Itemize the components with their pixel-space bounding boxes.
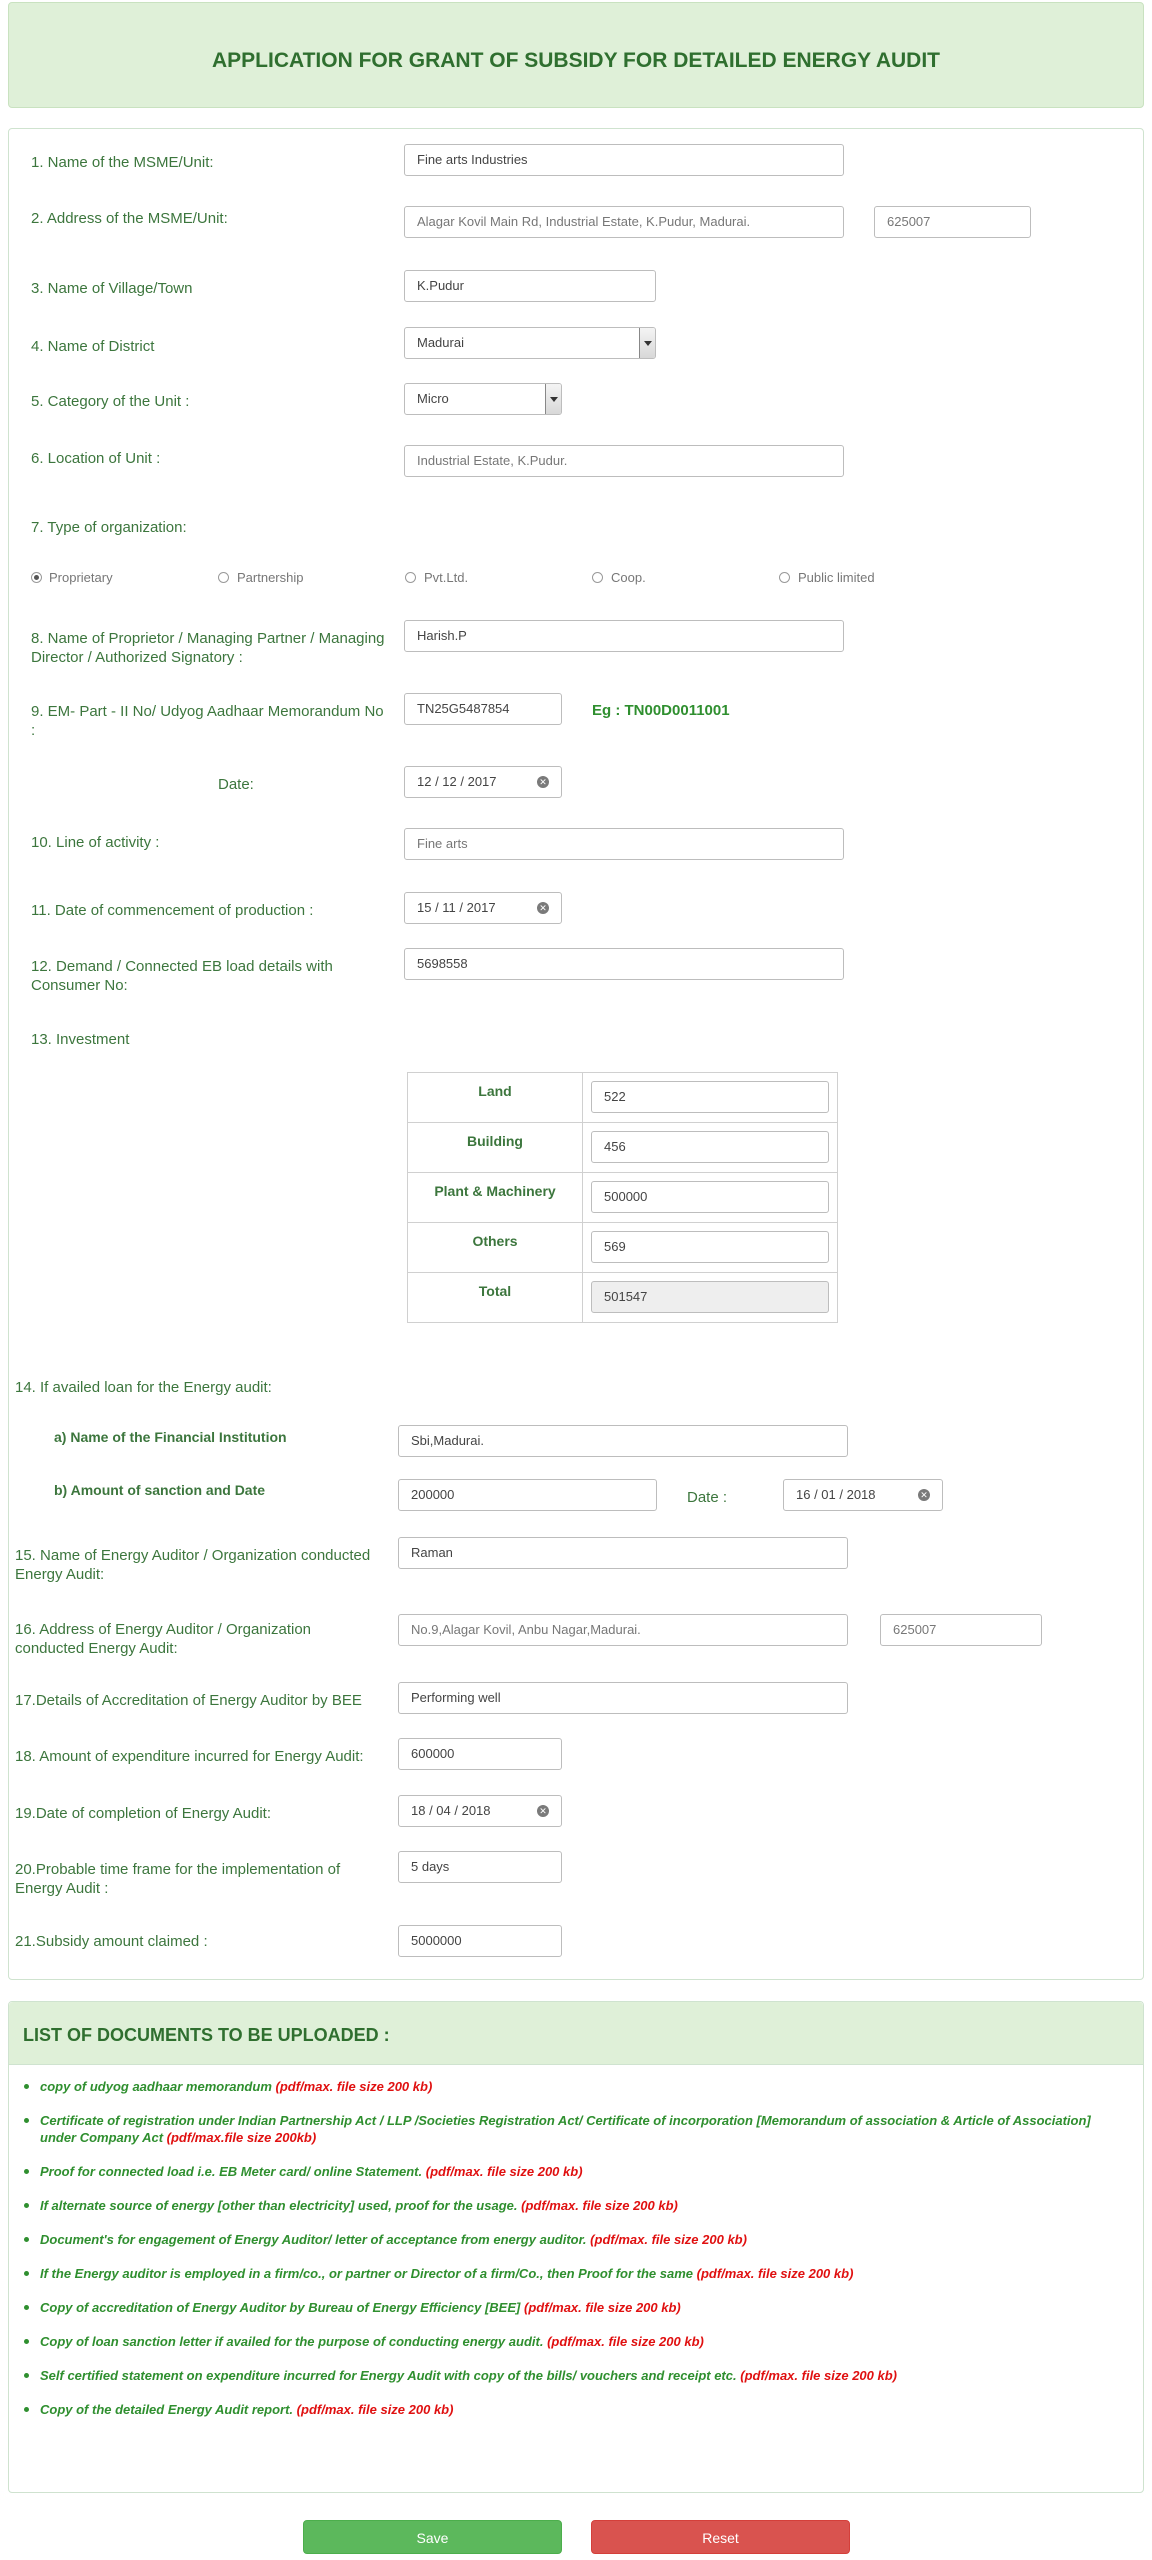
- documents-header: [9, 2002, 1143, 2065]
- financial-institution-label: a) Name of the Financial Institution: [54, 1429, 287, 1445]
- proprietor-input[interactable]: Harish.P: [404, 620, 844, 652]
- reset-button[interactable]: Reset: [591, 2520, 850, 2554]
- list-item: Certificate of registration under Indian Partnership Act / LLP /Societies Registration Act/ Certificate of incorporation [Memorandum of association & Article of Association] under Company Act (pdf/max.file size 200kb): [22, 2112, 1122, 2146]
- radio-coop[interactable]: [592, 572, 603, 583]
- investment-others-input[interactable]: 569: [591, 1231, 829, 1263]
- clear-date-icon[interactable]: ✕: [918, 1489, 930, 1501]
- proprietor-label: 8. Name of Proprietor / Managing Partner / Managing Director / Authorized Signatory :: [31, 630, 385, 666]
- sanction-date-input[interactable]: [783, 1479, 943, 1511]
- org-type-label: 7. Type of organization:: [31, 519, 187, 536]
- investment-table: [407, 1072, 838, 1323]
- commencement-date-input[interactable]: [404, 892, 562, 924]
- list-item: If the Energy auditor is employed in a firm/co., or partner or Director of a firm/Co., then Proof for the same (pdf/max. file size 200 kb): [22, 2265, 1122, 2282]
- clear-date-icon[interactable]: ✕: [537, 1805, 549, 1817]
- documents-list: [22, 2078, 1122, 2435]
- radio-public-limited[interactable]: [779, 572, 790, 583]
- line-of-activity-input[interactable]: Fine arts: [404, 828, 844, 860]
- investment-plant-input[interactable]: 500000: [591, 1181, 829, 1213]
- auditor-name-input[interactable]: Raman: [398, 1537, 848, 1569]
- list-item: Proof for connected load i.e. EB Meter card/ online Statement. (pdf/max. file size 200 kb): [22, 2163, 1122, 2180]
- investment-building-label: Building: [408, 1123, 583, 1173]
- radio-pvt-ltd[interactable]: [405, 572, 416, 583]
- category-select[interactable]: [404, 383, 562, 415]
- eb-load-input[interactable]: 5698558: [404, 948, 844, 980]
- list-item: If alternate source of energy [other than electricity] used, proof for the usage. (pdf/max. file size 200 kb): [22, 2197, 1122, 2214]
- msme-name-label: 1. Name of the MSME/Unit:: [31, 154, 214, 171]
- loan-label: 14. If availed loan for the Energy audit:: [15, 1379, 272, 1396]
- chevron-down-icon[interactable]: [545, 384, 561, 414]
- header-panel: [8, 2, 1144, 108]
- radio-partnership-label: Partnership: [237, 570, 304, 585]
- auditor-name-label: 15. Name of Energy Auditor / Organization conducted Energy Audit:: [15, 1547, 371, 1583]
- list-item: Copy of accreditation of Energy Auditor by Bureau of Energy Efficiency [BEE] (pdf/max. file size 200 kb): [22, 2299, 1122, 2316]
- completion-date-input[interactable]: [398, 1795, 562, 1827]
- udyog-date-label: Date:: [218, 776, 254, 793]
- radio-proprietary[interactable]: [31, 572, 42, 583]
- table-row: [408, 1223, 838, 1273]
- documents-title: LIST OF DOCUMENTS TO BE UPLOADED :: [23, 2025, 390, 2045]
- completion-date-label: 19.Date of completion of Energy Audit:: [15, 1805, 271, 1822]
- sanction-date-label: Date :: [687, 1489, 728, 1506]
- accreditation-input[interactable]: Performing well: [398, 1682, 848, 1714]
- page-title: APPLICATION FOR GRANT OF SUBSIDY FOR DETAILED ENERGY AUDIT: [211, 49, 941, 72]
- district-select-value: Madurai: [417, 335, 464, 350]
- udyog-date-input[interactable]: [404, 766, 562, 798]
- table-row: [408, 1123, 838, 1173]
- subsidy-amount-label: 21.Subsidy amount claimed :: [15, 1933, 208, 1950]
- udyog-date-value: 12 / 12 / 2017: [417, 774, 497, 789]
- line-of-activity-label: 10. Line of activity :: [31, 834, 160, 851]
- msme-address-label: 2. Address of the MSME/Unit:: [31, 210, 228, 227]
- udyog-aadhaar-input[interactable]: TN25G5487854: [404, 693, 562, 725]
- expenditure-input[interactable]: 600000: [398, 1738, 562, 1770]
- clear-date-icon[interactable]: ✕: [537, 902, 549, 914]
- commencement-label: 11. Date of commencement of production :: [31, 902, 314, 919]
- list-item: Copy of loan sanction letter if availed for the purpose of conducting energy audit. (pdf/max. file size 200 kb): [22, 2333, 1122, 2350]
- msme-address-input[interactable]: Alagar Kovil Main Rd, Industrial Estate, K.Pudur, Madurai.: [404, 206, 844, 238]
- investment-others-label: Others: [408, 1223, 583, 1273]
- list-item: Document's for engagement of Energy Auditor/ letter of acceptance from energy auditor. (pdf/max. file size 200 kb): [22, 2231, 1122, 2248]
- table-row: [408, 1273, 838, 1323]
- sanction-amount-label: b) Amount of sanction and Date: [54, 1482, 266, 1498]
- radio-proprietary-label: Proprietary: [49, 570, 113, 585]
- udyog-aadhaar-example: Eg : TN00D0011001: [592, 702, 730, 719]
- investment-building-input[interactable]: 456: [591, 1131, 829, 1163]
- udyog-aadhaar-label: 9. EM- Part - II No/ Udyog Aadhaar Memorandum No :: [31, 703, 384, 739]
- list-item: copy of udyog aadhaar memorandum (pdf/max. file size 200 kb): [22, 2078, 1122, 2095]
- auditor-pincode-input[interactable]: 625007: [880, 1614, 1042, 1646]
- investment-land-input[interactable]: 522: [591, 1081, 829, 1113]
- village-label: 3. Name of Village/Town: [31, 280, 193, 297]
- radio-pvt-ltd-label: Pvt.Ltd.: [424, 570, 469, 585]
- radio-partnership[interactable]: [218, 572, 229, 583]
- list-item: Copy of the detailed Energy Audit report. (pdf/max. file size 200 kb): [22, 2401, 1122, 2418]
- investment-land-label: Land: [408, 1073, 583, 1123]
- time-frame-label: 20.Probable time frame for the implementation of Energy Audit :: [15, 1861, 341, 1897]
- investment-label: 13. Investment: [31, 1031, 130, 1048]
- radio-coop-label: Coop.: [611, 570, 646, 585]
- district-select[interactable]: [404, 327, 656, 359]
- sanction-amount-input[interactable]: 200000: [398, 1479, 657, 1511]
- village-input[interactable]: K.Pudur: [404, 270, 656, 302]
- msme-name-input[interactable]: Fine arts Industries: [404, 144, 844, 176]
- investment-plant-label: Plant & Machinery: [408, 1173, 583, 1223]
- financial-institution-input[interactable]: Sbi,Madurai.: [398, 1425, 848, 1457]
- radio-public-limited-label: Public limited: [798, 570, 875, 585]
- list-item: Self certified statement on expenditure incurred for Energy Audit with copy of the bills/ vouchers and receipt etc. (pdf/max. file size 200 kb): [22, 2367, 1122, 2384]
- clear-date-icon[interactable]: ✕: [537, 776, 549, 788]
- location-label: 6. Location of Unit :: [31, 450, 161, 467]
- auditor-address-input[interactable]: No.9,Alagar Kovil, Anbu Nagar,Madurai.: [398, 1614, 848, 1646]
- accreditation-label: 17.Details of Accreditation of Energy Auditor by BEE: [15, 1692, 362, 1709]
- expenditure-label: 18. Amount of expenditure incurred for Energy Audit:: [15, 1748, 364, 1765]
- chevron-down-icon[interactable]: [639, 328, 655, 358]
- district-label: 4. Name of District: [31, 338, 155, 355]
- location-input[interactable]: Industrial Estate, K.Pudur.: [404, 445, 844, 477]
- investment-total-label: Total: [408, 1273, 583, 1323]
- time-frame-input[interactable]: 5 days: [398, 1851, 562, 1883]
- auditor-address-label: 16. Address of Energy Auditor / Organization conducted Energy Audit:: [15, 1621, 312, 1657]
- subsidy-amount-input[interactable]: 5000000: [398, 1925, 562, 1957]
- sanction-date-value: 16 / 01 / 2018: [796, 1487, 876, 1502]
- investment-total-input: 501547: [591, 1281, 829, 1313]
- save-button[interactable]: Save: [303, 2520, 562, 2554]
- category-select-value: Micro: [417, 391, 449, 406]
- completion-date-value: 18 / 04 / 2018: [411, 1803, 491, 1818]
- table-row: [408, 1073, 838, 1123]
- category-label: 5. Category of the Unit :: [31, 393, 190, 410]
- msme-pincode-input[interactable]: 625007: [874, 206, 1031, 238]
- table-row: [408, 1173, 838, 1223]
- eb-load-label: 12. Demand / Connected EB load details with Consumer No:: [31, 958, 333, 994]
- commencement-date-value: 15 / 11 / 2017: [417, 900, 496, 915]
